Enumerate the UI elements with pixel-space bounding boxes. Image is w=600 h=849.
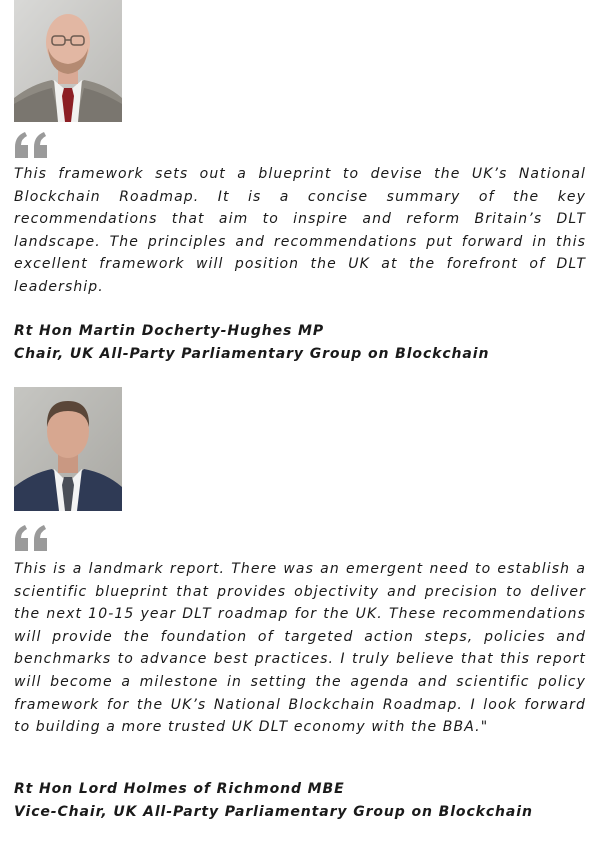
quote-mark-icon	[12, 130, 52, 160]
testimonial-quote: This is a landmark report. There was an emergent need to establish a scientific blueprint that provides objectivity and precision to deliver the next 10-15 year DLT roadmap for the UK. These recommendations will provide the foundation of targeted action steps, policies and benchmarks to advance best practices. I truly believe that this report will become a milestone in setting the agenda and scientific policy framework for the UK’s National Blockchain Roadmap. I look forward to building a more trusted UK DLT economy with the BBA."	[14, 561, 586, 736]
testimonial-attribution	[14, 320, 594, 365]
speaker-name: Rt Hon Lord Holmes of Richmond MBE	[14, 781, 345, 797]
portrait-man-suit-icon	[14, 387, 122, 511]
portrait-photo-holmes	[14, 387, 122, 511]
speaker-role: Chair, UK All-Party Parliamentary Group on Blockchain	[14, 345, 490, 362]
testimonial-attribution	[14, 778, 594, 823]
speaker-role: Vice-Chair, UK All-Party Parliamentary Group on Blockchain	[14, 803, 533, 820]
testimonial-quote: This framework sets out a blueprint to devise the UK’s National Blockchain Roadmap. It is a concise summary of the key recommendations that aim to inspire and reform Britain’s DLT landscape. The principles and recommendations put forward in this excellent framework will position the UK at the forefront of DLT leadership.	[14, 166, 586, 295]
portrait-man-glasses-icon	[14, 0, 122, 122]
speaker-name: Rt Hon Martin Docherty-Hughes MP	[14, 323, 325, 339]
quote-mark-icon	[12, 523, 52, 553]
portrait-photo-docherty-hughes	[14, 0, 122, 122]
